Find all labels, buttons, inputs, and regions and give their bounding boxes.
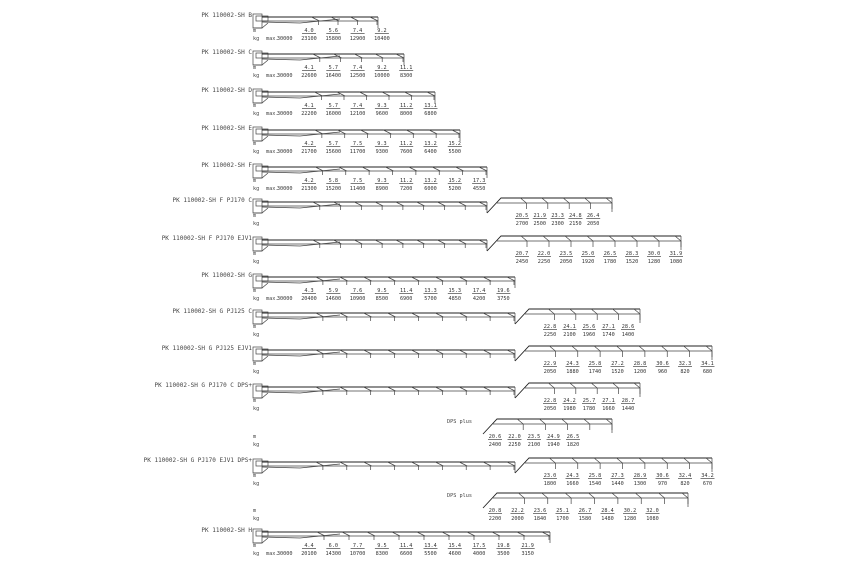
reach-value: 25.1 [556,508,569,514]
reach-value: 23.5 [559,251,573,257]
reach-value: 9.5 [377,543,387,549]
load-value: 10000 [374,73,390,79]
crane-drawing [253,51,404,65]
reach-value: 11.2 [399,141,413,147]
load-value: 22200 [301,111,317,117]
reach-value: 15.4 [448,543,462,549]
reach-value: 5.6 [328,28,338,34]
load-value: 1700 [556,516,569,522]
load-value: 1300 [633,481,647,487]
unit-m-label: m [253,103,257,109]
reach-value: 28.3 [625,251,639,257]
crane-drawing [253,309,640,324]
load-value: 21700 [301,149,317,155]
load-value: 5500 [424,551,437,557]
reach-value: 25.6 [582,324,596,330]
load-value: 6900 [399,296,413,302]
config-title: PK 110002-SH G [201,272,252,279]
reach-value: 4.3 [304,288,314,294]
reach-value: 15.2 [448,178,462,184]
load-value: 2450 [515,259,529,265]
reach-value: 5.7 [328,103,338,109]
reach-value: 28.6 [621,324,635,330]
load-value: 1980 [563,406,576,412]
reach-value: 7.4 [352,103,363,109]
crane-drawing [253,198,612,213]
reach-value: 4.4 [304,543,314,549]
unit-kg-label: kg [253,186,260,192]
load-value: 2000 [511,516,524,522]
reach-value: 6.0 [328,543,338,549]
unit-m-label: m [253,434,257,440]
load-value: 1080 [646,516,659,522]
crane-drawing [253,383,640,398]
unit-m-label: m [253,213,257,219]
config-block [201,49,413,79]
load-value: 2700 [515,221,529,227]
config-title: PK 110002-SH G PJ170 EJV1 DPS+ [143,457,252,464]
unit-kg-label: kg [253,296,260,302]
load-value: 21300 [301,186,317,192]
load-value: 1280 [623,516,637,522]
load-value: 1580 [578,516,592,522]
reach-value: 34.1 [701,361,714,367]
reach-value: 7.7 [352,543,363,549]
reach-value: 15.2 [448,141,462,147]
load-value: 1280 [647,259,661,265]
crane-drawing [253,14,378,28]
load-value: 1400 [621,332,635,338]
reach-value: 26.5 [603,251,617,257]
reach-value: 22.2 [511,508,524,514]
load-value: 20400 [301,296,317,302]
load-value: 12100 [349,111,366,117]
reach-value: 26.7 [578,508,592,514]
reach-value: 30.0 [647,251,661,257]
load-value: 20100 [301,551,317,557]
crane-drawing [253,127,460,141]
load-value: 1780 [582,406,596,412]
unit-kg-label: kg [253,332,260,338]
reach-value: 4.1 [304,65,314,71]
unit-kg-label: kg [253,73,260,79]
reach-value: 28.8 [633,361,647,367]
reach-value: 7.6 [352,288,363,294]
config-block [253,419,612,448]
load-value: 2050 [543,406,557,412]
reach-value: 32.3 [678,361,692,367]
load-value: 2250 [508,442,521,448]
load-value: 1800 [543,481,557,487]
config-block [201,87,437,117]
reach-value: 13.2 [424,141,437,147]
load-value: 6000 [424,186,437,192]
config-block [201,162,487,192]
load-value: 10400 [374,36,390,42]
load-value: 5200 [448,186,462,192]
load-value: 11700 [349,149,366,155]
unit-m-label: m [253,361,257,367]
unit-kg-label: kg [253,149,260,155]
reach-value: 13.3 [424,288,437,294]
load-value: 10700 [349,551,366,557]
reach-value: 21.9 [521,543,534,549]
reach-value: 27.1 [602,324,615,330]
load-value: 7600 [399,149,413,155]
load-value: 2300 [551,221,564,227]
config-title: PK 110002-SH E [201,125,252,132]
reach-value: 20.8 [488,508,502,514]
load-value: 1660 [602,406,615,412]
reach-value: 27.3 [611,473,624,479]
config-title: PK 110002-SH G PJ170 C DPS+ [154,382,252,389]
load-value: 15800 [325,36,342,42]
reach-value: 17.5 [472,543,486,549]
reach-value: 11.4 [399,543,413,549]
load-value: 2250 [537,259,551,265]
unit-m-label: m [253,508,257,514]
load-value: 9300 [375,149,389,155]
reach-value: 20.6 [488,434,502,440]
reach-value: 17.3 [472,178,486,184]
reach-value: 23.3 [551,213,564,219]
unit-kg-label: kg [253,111,260,117]
load-value: 5500 [448,149,462,155]
load-value: 1660 [566,481,579,487]
config-block [201,527,550,557]
load-value: 7200 [399,186,413,192]
config-block [173,308,640,338]
reach-value: 20.7 [515,251,529,257]
reach-value: 24.3 [566,361,579,367]
reach-value: 22.9 [543,361,557,367]
load-value: 8500 [375,296,389,302]
load-value: 4600 [448,551,462,557]
load-value: 8000 [399,111,413,117]
crane-drawing [253,236,681,251]
load-value: 2250 [543,332,557,338]
unit-m-label: m [253,65,257,71]
config-block [144,457,715,487]
load-value: 1780 [603,259,617,265]
reach-value: 23.5 [527,434,541,440]
load-value: 2100 [527,442,541,448]
load-value: 30000 [276,111,293,117]
reach-value: 34.2 [701,473,714,479]
config-title: PK 110002-SH D [201,87,252,94]
reach-value: 24.1 [563,324,576,330]
reach-value: 28.4 [601,508,614,514]
load-value: 1740 [602,332,615,338]
reach-value: 24.8 [569,213,582,219]
config-block [154,382,640,412]
reach-value: 25.8 [588,361,602,367]
load-value: 1200 [633,369,647,375]
unit-kg-label: kg [253,369,260,375]
max-label: max. [266,186,279,192]
load-value: 8300 [375,551,389,557]
reach-value: 5.8 [328,178,338,184]
load-value: 820 [680,369,690,375]
load-value: 2500 [533,221,547,227]
reach-value: 9.3 [377,178,387,184]
unit-kg-label: kg [253,442,260,448]
crane-drawing [253,458,712,473]
reach-value: 13.2 [424,178,437,184]
load-value: 16000 [325,111,342,117]
reach-value: 22.0 [537,251,551,257]
reach-value: 11.2 [399,103,413,109]
load-value: 1520 [611,369,624,375]
reach-value: 25.7 [582,398,596,404]
reach-value: 9.2 [377,65,387,71]
reach-value: 9.3 [377,141,387,147]
crane-drawing [253,164,487,178]
load-value: 2400 [488,442,502,448]
unit-kg-label: kg [253,221,260,227]
unit-kg-label: kg [253,481,260,487]
load-value: 1820 [566,442,580,448]
reach-value: 22.0 [508,434,521,440]
reach-value: 9.5 [377,288,387,294]
load-value: 820 [680,481,690,487]
load-value: 1080 [669,259,683,265]
reach-value: 25.0 [581,251,595,257]
load-value: 1520 [625,259,639,265]
load-value: 15200 [325,186,342,192]
reach-value: 13.4 [424,543,437,549]
unit-kg-label: kg [253,406,260,412]
load-value: 2050 [559,259,573,265]
load-value: 2200 [488,516,502,522]
load-value: 3750 [497,296,510,302]
load-value: 6400 [424,149,437,155]
load-value: 30000 [276,73,293,79]
load-value: 5700 [424,296,437,302]
config-block [253,493,688,522]
reach-value: 25.8 [588,473,602,479]
reach-value: 31.9 [669,251,683,257]
load-value: 4000 [472,551,486,557]
max-label: max. [266,36,279,42]
config-title: PK 110002-SH C [201,49,252,56]
reach-value: 7.4 [352,65,363,71]
max-label: max. [266,296,279,302]
reach-value: 24.2 [563,398,576,404]
config-block [201,272,515,302]
config-title: PK 110002-SH G PJ125 C [172,308,252,315]
reach-value: 28.9 [633,473,647,479]
unit-m-label: m [253,324,257,330]
reach-value: 30.2 [623,508,637,514]
reach-value: 5.7 [328,65,338,71]
reach-value: 20.5 [515,213,529,219]
load-value: 30000 [276,36,293,42]
unit-m-label: m [253,251,257,257]
reach-value: 5.9 [328,288,338,294]
load-value: 1960 [582,332,596,338]
load-value: 2150 [569,221,582,227]
config-title: PK 110002-SH F PJ170 C [172,197,252,204]
crane-drawing [253,529,550,543]
config-title: PK 110002-SH B [201,12,252,19]
config-title: PK 110002-SH F [201,162,252,169]
config-title: PK 110002-SH F PJ170 EJV1 [161,235,252,242]
reach-value: 23.0 [543,473,557,479]
load-value: 2050 [543,369,557,375]
unit-kg-label: kg [253,36,260,42]
reach-value: 30.6 [656,361,669,367]
reach-value: 11.2 [399,178,413,184]
load-value: 8300 [399,73,413,79]
dps-plus-label: DPS plus [447,419,472,425]
crane-drawing [483,493,688,508]
reach-value: 7.4 [352,28,363,34]
load-value: 3150 [521,551,534,557]
load-value: 11400 [349,186,366,192]
load-value: 14300 [325,551,342,557]
load-value: 2050 [586,221,600,227]
reach-value: 7.5 [352,178,363,184]
load-value: 30000 [276,551,293,557]
reach-value: 13.1 [424,103,437,109]
reach-value: 26.5 [566,434,580,440]
load-value: 1840 [533,516,547,522]
load-value: 9600 [375,111,389,117]
load-value: 1480 [601,516,614,522]
reach-value: 22.8 [543,324,557,330]
unit-m-label: m [253,398,257,404]
reach-value: 27.1 [602,398,615,404]
dps-plus-label: DPS plus [447,493,472,499]
reach-value: 4.0 [304,28,314,34]
load-value: 30000 [276,186,293,192]
reach-value: 15.3 [448,288,462,294]
crane-drawing [253,89,435,103]
load-value: 960 [657,369,668,375]
load-value: 3500 [497,551,510,557]
unit-kg-label: kg [253,551,260,557]
config-title: PK 110002-SH G PJ125 EJV1 [161,345,252,352]
reach-value: 26.4 [586,213,600,219]
unit-m-label: m [253,178,257,184]
unit-m-label: m [253,543,257,549]
load-value: 1940 [547,442,560,448]
load-value: 6600 [399,551,413,557]
reach-value: 30.6 [656,473,669,479]
reach-value: 11.1 [399,65,413,71]
load-value: 4550 [472,186,486,192]
unit-m-label: m [253,288,257,294]
max-label: max. [266,149,279,155]
load-value: 14600 [325,296,342,302]
reach-value: 24.3 [566,473,579,479]
load-value: 30000 [276,296,293,302]
unit-kg-label: kg [253,516,260,522]
crane-drawing [253,274,515,288]
unit-m-label: m [253,141,257,147]
reach-value: 4.2 [304,141,314,147]
load-value: 1740 [588,369,602,375]
reach-value: 21.9 [533,213,547,219]
config-block [173,197,612,227]
load-value: 4200 [472,296,486,302]
load-value: 23100 [301,36,317,42]
reach-value: 22.8 [543,398,557,404]
reach-value: 5.7 [328,141,338,147]
load-value: 670 [702,481,713,487]
load-value: 680 [702,369,713,375]
crane-drawing [253,346,712,361]
config-block [162,235,683,265]
load-value: 30000 [276,149,293,155]
load-value: 8900 [375,186,389,192]
load-value: 1540 [588,481,602,487]
config-block [201,12,389,42]
reach-value: 27.2 [611,361,624,367]
load-value: 1440 [611,481,624,487]
crane-drawing [483,419,612,434]
config-block [162,345,715,375]
load-value: 16400 [325,73,342,79]
load-value: 12500 [349,73,366,79]
reach-value: 11.4 [399,288,413,294]
max-label: max. [266,551,279,557]
reach-value: 4.1 [304,103,314,109]
load-value: 1880 [566,369,579,375]
reach-value: 32.4 [678,473,692,479]
load-value: 12900 [349,36,366,42]
reach-value: 4.2 [304,178,314,184]
reach-value: 9.3 [377,103,387,109]
reach-value: 7.5 [352,141,363,147]
load-value: 6800 [424,111,437,117]
load-value: 2100 [563,332,576,338]
config-title: PK 110002-SH H [201,527,252,534]
load-value: 1440 [621,406,635,412]
reach-value: 28.7 [621,398,635,404]
unit-kg-label: kg [253,259,260,265]
reach-value: 23.6 [533,508,547,514]
load-value: 4850 [448,296,462,302]
reach-value: 19.6 [497,288,510,294]
config-block [201,125,461,155]
max-label: max. [266,111,279,117]
reach-value: 17.4 [472,288,486,294]
load-value: 22600 [301,73,317,79]
load-value: 15600 [325,149,342,155]
reach-value: 9.2 [377,28,387,34]
reach-value: 32.0 [646,508,659,514]
reach-value: 24.9 [547,434,560,440]
load-value: 10900 [349,296,366,302]
load-value: 970 [657,481,668,487]
reach-value: 19.8 [497,543,510,549]
unit-m-label: m [253,28,257,34]
unit-m-label: m [253,473,257,479]
max-label: max. [266,73,279,79]
load-value: 1920 [581,259,595,265]
